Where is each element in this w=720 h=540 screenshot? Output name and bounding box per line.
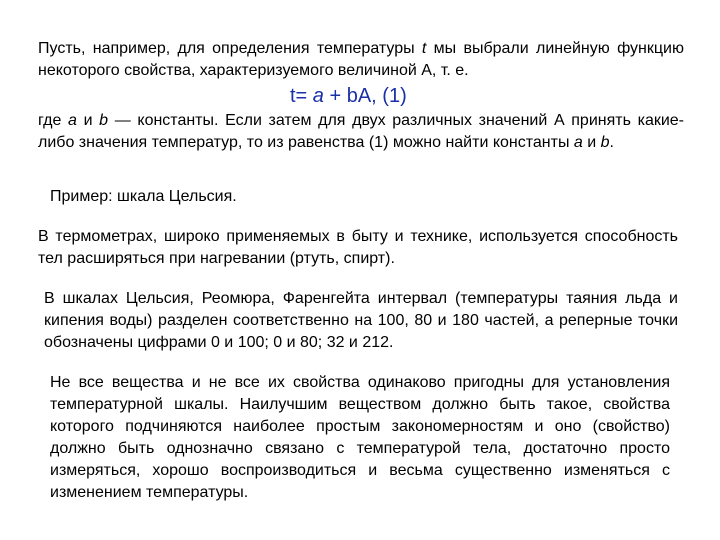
text-span: мы выбрали линейную функцию некоторого свойства, характеризуемого величиной А, т. е. bbox=[38, 40, 684, 79]
text-span: и bbox=[582, 134, 601, 151]
text-span: и bbox=[76, 112, 100, 129]
text-span: Пусть, например, для определения температуры bbox=[38, 40, 422, 57]
formula-part: t= bbox=[290, 85, 313, 107]
paragraph-celsius-example: Пример: шкала Цельсия. bbox=[50, 188, 237, 205]
variable-a: a bbox=[68, 112, 77, 129]
variable-b: b bbox=[99, 112, 109, 129]
variable-b: b bbox=[600, 134, 610, 151]
paragraph-substances: Не все вещества и не все их свойства одинаково пригодны для установления температурной шкалы. Наилучшим веществом должно быть такое, свойства которого подчиняются наиболее простым закономерностям и оно (свойство) должно быть однозначно связано с температурой тела, достаточно просто измеряться, хорошо воспроизводиться и весьма существенно изменяться с изменением температуры. bbox=[50, 374, 670, 501]
variable-a: a bbox=[573, 134, 583, 151]
formula-part: + bbox=[323, 85, 347, 107]
text-span: где bbox=[38, 112, 69, 129]
text-span: — константы. Если затем для двух различных значений А принять какие-либо значения температур, то из равенства (1) можно найти константы bbox=[38, 112, 685, 151]
paragraph-constants bbox=[38, 110, 684, 154]
paragraph-thermometers: В термометрах, широко применяемых в быту и технике, используется способность тел расширяться при нагревании (ртуть, спирт). bbox=[38, 228, 678, 267]
formula-1 bbox=[290, 84, 407, 108]
paragraph-scales: В шкалах Цельсия, Реомюра, Фаренгейта интервал (температуры таяния льда и кипения воды) разделен соответственно на 100, 80 и 180 частей, а реперные точки обозначены цифрами 0 и 100; 0 и 80; 32 и 212. bbox=[44, 290, 678, 351]
variable-a: a bbox=[312, 85, 324, 107]
variable-t: t bbox=[421, 40, 427, 57]
variable-b: b bbox=[346, 85, 358, 107]
paragraph-linear-function bbox=[38, 38, 684, 82]
text-span: . bbox=[609, 134, 614, 151]
formula-part: A, (1) bbox=[357, 85, 407, 107]
